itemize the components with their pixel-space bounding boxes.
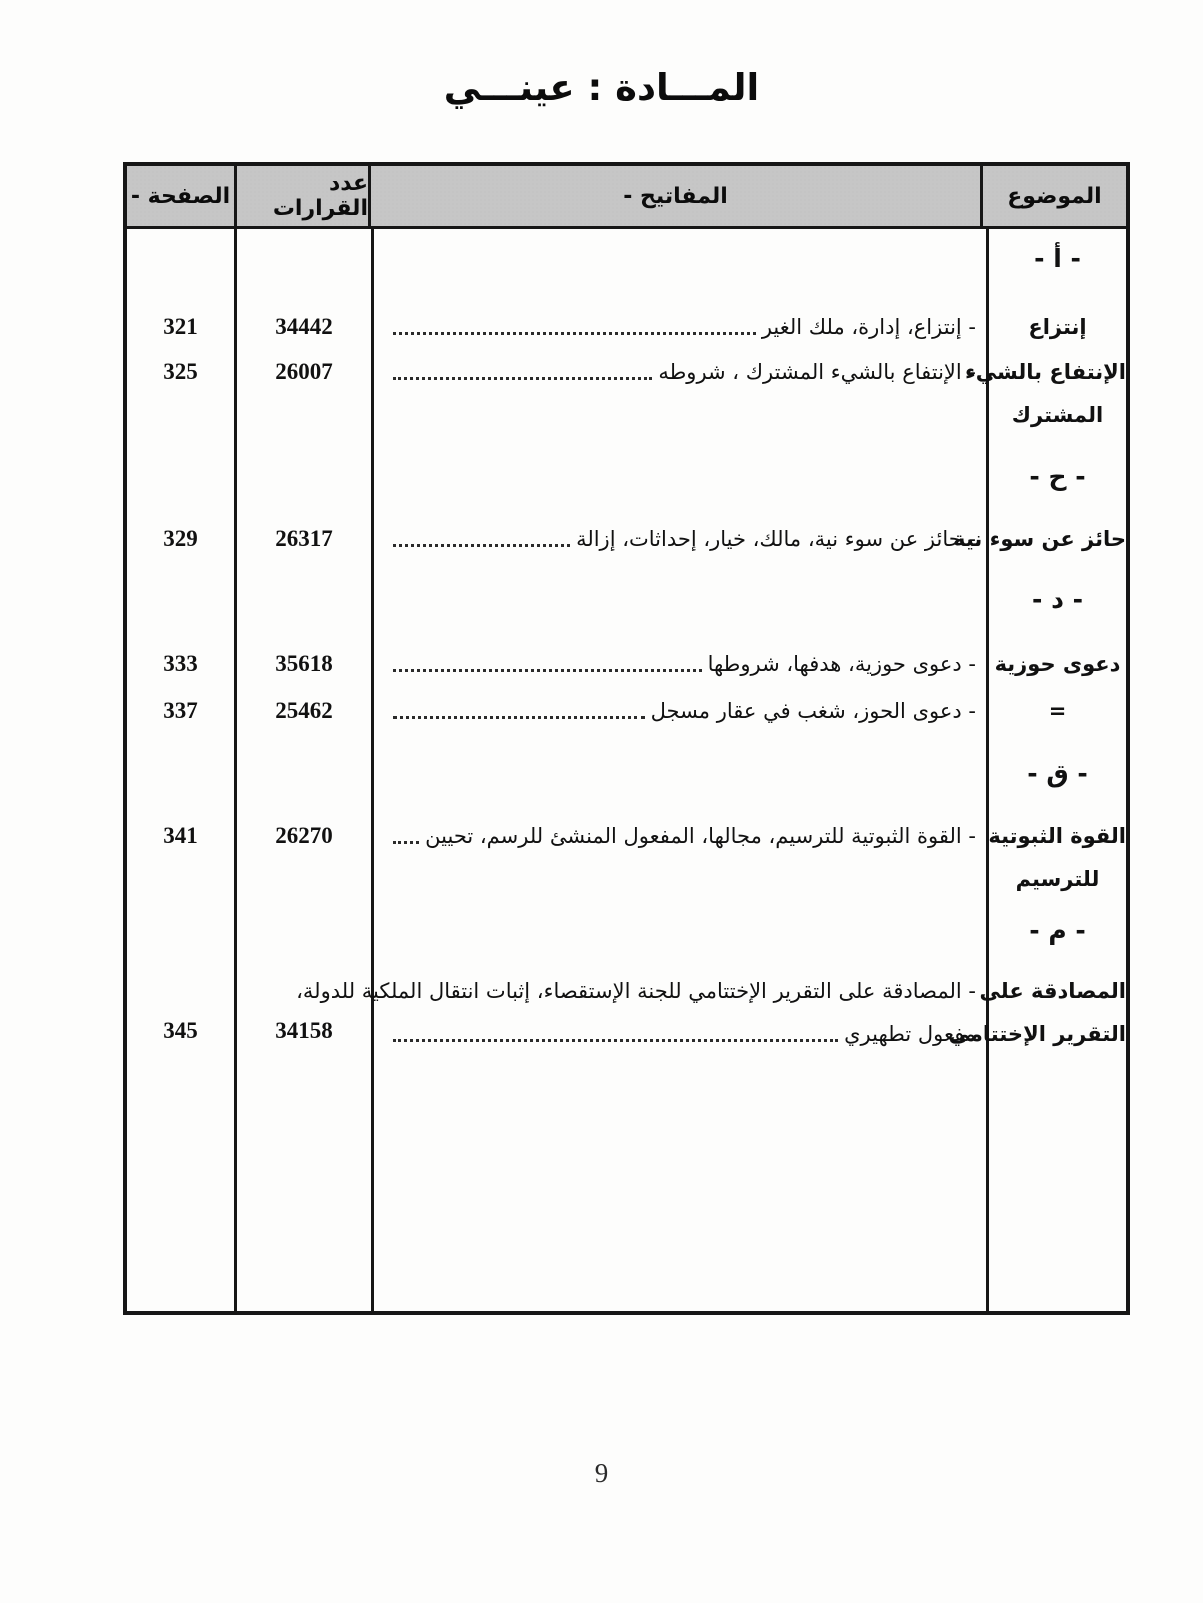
- dotted-leader: [393, 669, 702, 672]
- dotted-leader: [393, 332, 756, 335]
- subject-line: للترسيم: [1015, 867, 1100, 891]
- keys-text: مفعول تطهيري: [844, 1022, 976, 1046]
- column-divider: [234, 229, 237, 1311]
- column-header-keys: المفاتيح -: [368, 166, 980, 226]
- subject-line: المصادقة على: [979, 979, 1126, 1003]
- section-letter: - ح -: [1029, 462, 1086, 491]
- subject-line: القوة الثبوتية: [988, 824, 1126, 848]
- keys-cell: [374, 357, 986, 387]
- subject-cell: [965, 351, 1126, 437]
- decisions-cell: 34158: [275, 1018, 333, 1043]
- dotted-leader: [393, 841, 419, 844]
- subject-cell: حائز عن سوء نية: [953, 527, 1126, 551]
- keys-text: - إنتزاع، إدارة، ملك الغير: [761, 315, 976, 339]
- dotted-leader: [393, 377, 652, 380]
- dotted-leader: [393, 716, 645, 719]
- keys-cell: [374, 821, 986, 851]
- decisions-cell: 25462: [275, 698, 333, 723]
- table-body: [127, 229, 1126, 1311]
- page-ref-cell: 329: [163, 526, 198, 551]
- keys-cell: [374, 524, 986, 554]
- decisions-cell: 26270: [275, 823, 333, 848]
- column-header-subject: الموضوع: [980, 166, 1126, 226]
- page-number: 9: [594, 1458, 609, 1488]
- subject-cell: دعوى حوزية: [994, 652, 1121, 676]
- keys-text: - دعوى الحوز، شغب في عقار مسجل: [650, 699, 976, 723]
- dotted-leader: [393, 544, 570, 547]
- subject-line: المشترك: [1011, 403, 1104, 427]
- keys-text: - المصادقة على التقرير الإختتامي للجنة الإستقصاء، إثبات انتقال الملكية للدولة،: [296, 979, 976, 1003]
- keys-cell: [374, 696, 986, 726]
- page-ref-cell: 333: [163, 651, 198, 676]
- decisions-cell: 26007: [275, 359, 333, 384]
- keys-text: - القوة الثبوتية للترسيم، مجالها، المفعول المنشئ للرسم، تحيين: [425, 824, 976, 848]
- decisions-cell: 26317: [275, 526, 333, 551]
- page-ref-cell: 337: [163, 698, 198, 723]
- subject-cell-ditto: =: [1048, 699, 1067, 723]
- dotted-leader: [393, 1039, 838, 1042]
- section-letter: - م -: [1029, 916, 1086, 945]
- column-header-page: الصفحة -: [127, 166, 234, 226]
- keys-text: - الإنتفاع بالشيء المشترك ، شروطه: [658, 360, 976, 384]
- keys-cell: [374, 1019, 986, 1049]
- table-header-row: [127, 166, 1126, 229]
- subject-cell: إنتزاع: [1028, 315, 1087, 339]
- subject-line: التقرير الإختتامي: [948, 1022, 1126, 1046]
- subject-cell: [989, 815, 1126, 901]
- column-header-decisions: عدد القرارات: [234, 166, 368, 226]
- subject-cell: [948, 970, 1126, 1056]
- section-letter: - ق -: [1027, 759, 1088, 788]
- keys-cell: [374, 312, 986, 342]
- page-ref-cell: 345: [163, 1018, 198, 1043]
- document-title: المـــادة : عينـــي: [443, 66, 760, 109]
- section-letter: - د -: [1032, 585, 1083, 614]
- keys-text: - حائز عن سوء نية، مالك، خيار، إحداثات، إزالة: [576, 527, 976, 551]
- keys-cell: [296, 976, 986, 1006]
- decisions-cell: 34442: [275, 314, 333, 339]
- page-ref-cell: 321: [163, 314, 198, 339]
- keys-text: - دعوى حوزية، هدفها، شروطها: [707, 652, 976, 676]
- column-divider: [371, 229, 374, 1311]
- page-ref-cell: 325: [163, 359, 198, 384]
- subject-line: الإنتفاع بالشيء: [965, 360, 1126, 384]
- decisions-cell: 35618: [275, 651, 333, 676]
- index-table: [123, 162, 1130, 1315]
- section-letter: - أ -: [1034, 244, 1081, 273]
- keys-cell: [374, 649, 986, 679]
- page-ref-cell: 341: [163, 823, 198, 848]
